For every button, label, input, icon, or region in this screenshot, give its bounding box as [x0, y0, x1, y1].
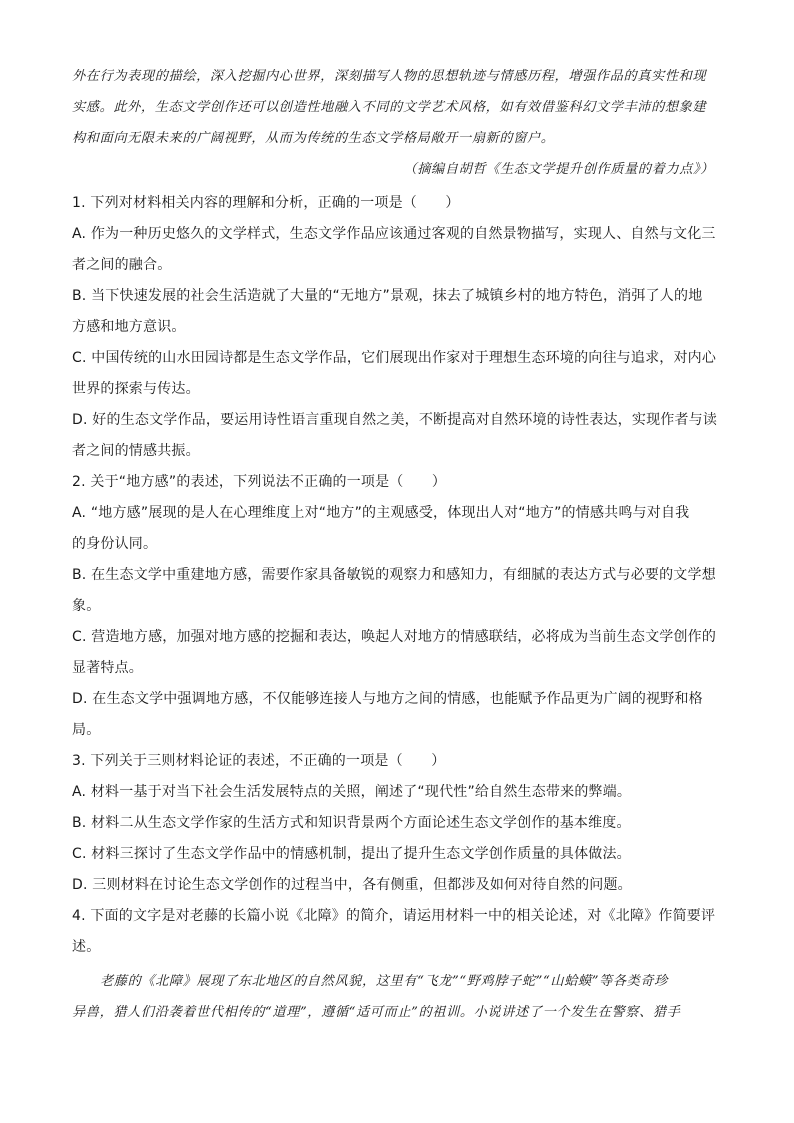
question-3 [72, 746, 724, 901]
passage-line: 构和面向无限未来的广阔视野，从而为传统的生态文学格局敞开一扇新的窗户。 [72, 131, 555, 146]
questions-section [72, 188, 724, 963]
option-b [72, 281, 724, 343]
passage-excerpt [72, 61, 724, 185]
option-a [72, 219, 724, 281]
option-text: A. 作为一种历史悠久的文学样式，生态文学作品应该通过客观的自然景物描写，实现人、自然与文化三 [72, 226, 716, 242]
question-stem: 述。 [72, 939, 101, 955]
option-a: A. 材料一基于对当下社会生活发展特点的关照，阐述了“现代性”给自然生态带来的弊端。 [72, 784, 632, 800]
option-b: B. 材料二从生态文学作家的生活方式和知识背景两个方面论述生态文学创作的基本维度。 [72, 815, 631, 831]
passage-line: 实感。此外，生态文学创作还可以创造性地融入不同的文学艺术风格，如有效借鉴科幻文学丰沛的想象建 [72, 100, 707, 115]
option-d: D. 三则材料在讨论生态文学创作的过程当中，各有侧重，但都涉及如何对待自然的问题。 [72, 877, 632, 893]
option-text: A. “地方感”展现的是人在心理维度上对“地方”的主观感受，体现出人对“地方”的情感共鸣与对自我 [72, 505, 690, 521]
question-stem: 2. 关于“地方感”的表述，下列说法不正确的一项是（ ） [72, 474, 447, 490]
option-text: 象。 [72, 598, 101, 614]
option-text: 者之间的情感共振。 [72, 443, 200, 459]
option-text: 方感和地方意识。 [72, 319, 186, 335]
option-c: C. 材料三探讨了生态文学作品中的情感机制，提出了提升生态文学创作质量的具体做法。 [72, 846, 631, 862]
option-text: 世界的探索与传达。 [72, 381, 200, 397]
option-text: 局。 [72, 722, 101, 738]
passage-source: （摘编自胡哲《生态文学提升创作质量的着力点》） [403, 162, 714, 177]
question-stem: 1. 下列对材料相关内容的理解和分析，正确的一项是（ ） [72, 195, 460, 211]
novel-intro-passage [72, 966, 724, 1028]
option-d [72, 405, 724, 467]
option-text: D. 在生态文学中强调地方感，不仅能够连接人与地方之间的情感，也能赋予作品更为广阔的视野和格 [72, 691, 703, 707]
question-4 [72, 901, 724, 963]
option-text: B. 在生态文学中重建地方感，需要作家具备敏锐的观察力和感知力，有细腻的表达方式与必要的文学想 [72, 567, 716, 583]
question-stem: 3. 下列关于三则材料论证的表述，不正确的一项是（ ） [72, 753, 446, 769]
question-1 [72, 188, 724, 467]
option-text: C. 营造地方感，加强对地方感的挖掘和表达，唤起人对地方的情感联结，必将成为当前生态文学创作的 [72, 629, 717, 645]
passage-line: 外在行为表现的描绘，深入挖掘内心世界，深刻描写人物的思想轨迹与情感历程，增强作品的真实性和现 [72, 69, 707, 84]
option-c [72, 622, 724, 684]
option-a [72, 498, 724, 560]
option-text: B. 当下快速发展的社会生活造就了大量的“无地方”景观，抹去了城镇乡村的地方特色，消弭了人的地 [72, 288, 703, 304]
option-c [72, 343, 724, 405]
option-text: D. 好的生态文学作品，要运用诗性语言重现自然之美，不断提高对自然环境的诗性表达，实现作者与读 [72, 412, 718, 428]
option-text: 显著特点。 [72, 660, 143, 676]
option-b [72, 560, 724, 622]
passage-line: 异兽，猎人们沿袭着世代相传的“道理”，遵循“适可而止”的祖训。小说讲述了一个发生在警察、猎手 [72, 1005, 681, 1020]
option-text: 的身份认同。 [72, 536, 158, 552]
option-text: C. 中国传统的山水田园诗都是生态文学作品，它们展现出作家对于理想生态环境的向往与追求，对内心 [72, 350, 717, 366]
question-2 [72, 467, 724, 746]
option-d [72, 684, 724, 746]
passage-line: 老藤的《北障》展现了东北地区的自然风貌，这里有“飞龙”“野鸡脖子蛇”“山蛤蟆”等各类奇珍 [100, 974, 668, 989]
question-stem: 4. 下面的文字是对老藤的长篇小说《北障》的简介，请运用材料一中的相关论述，对《北障》作简要评 [72, 908, 716, 924]
option-text: 者之间的融合。 [72, 257, 172, 273]
